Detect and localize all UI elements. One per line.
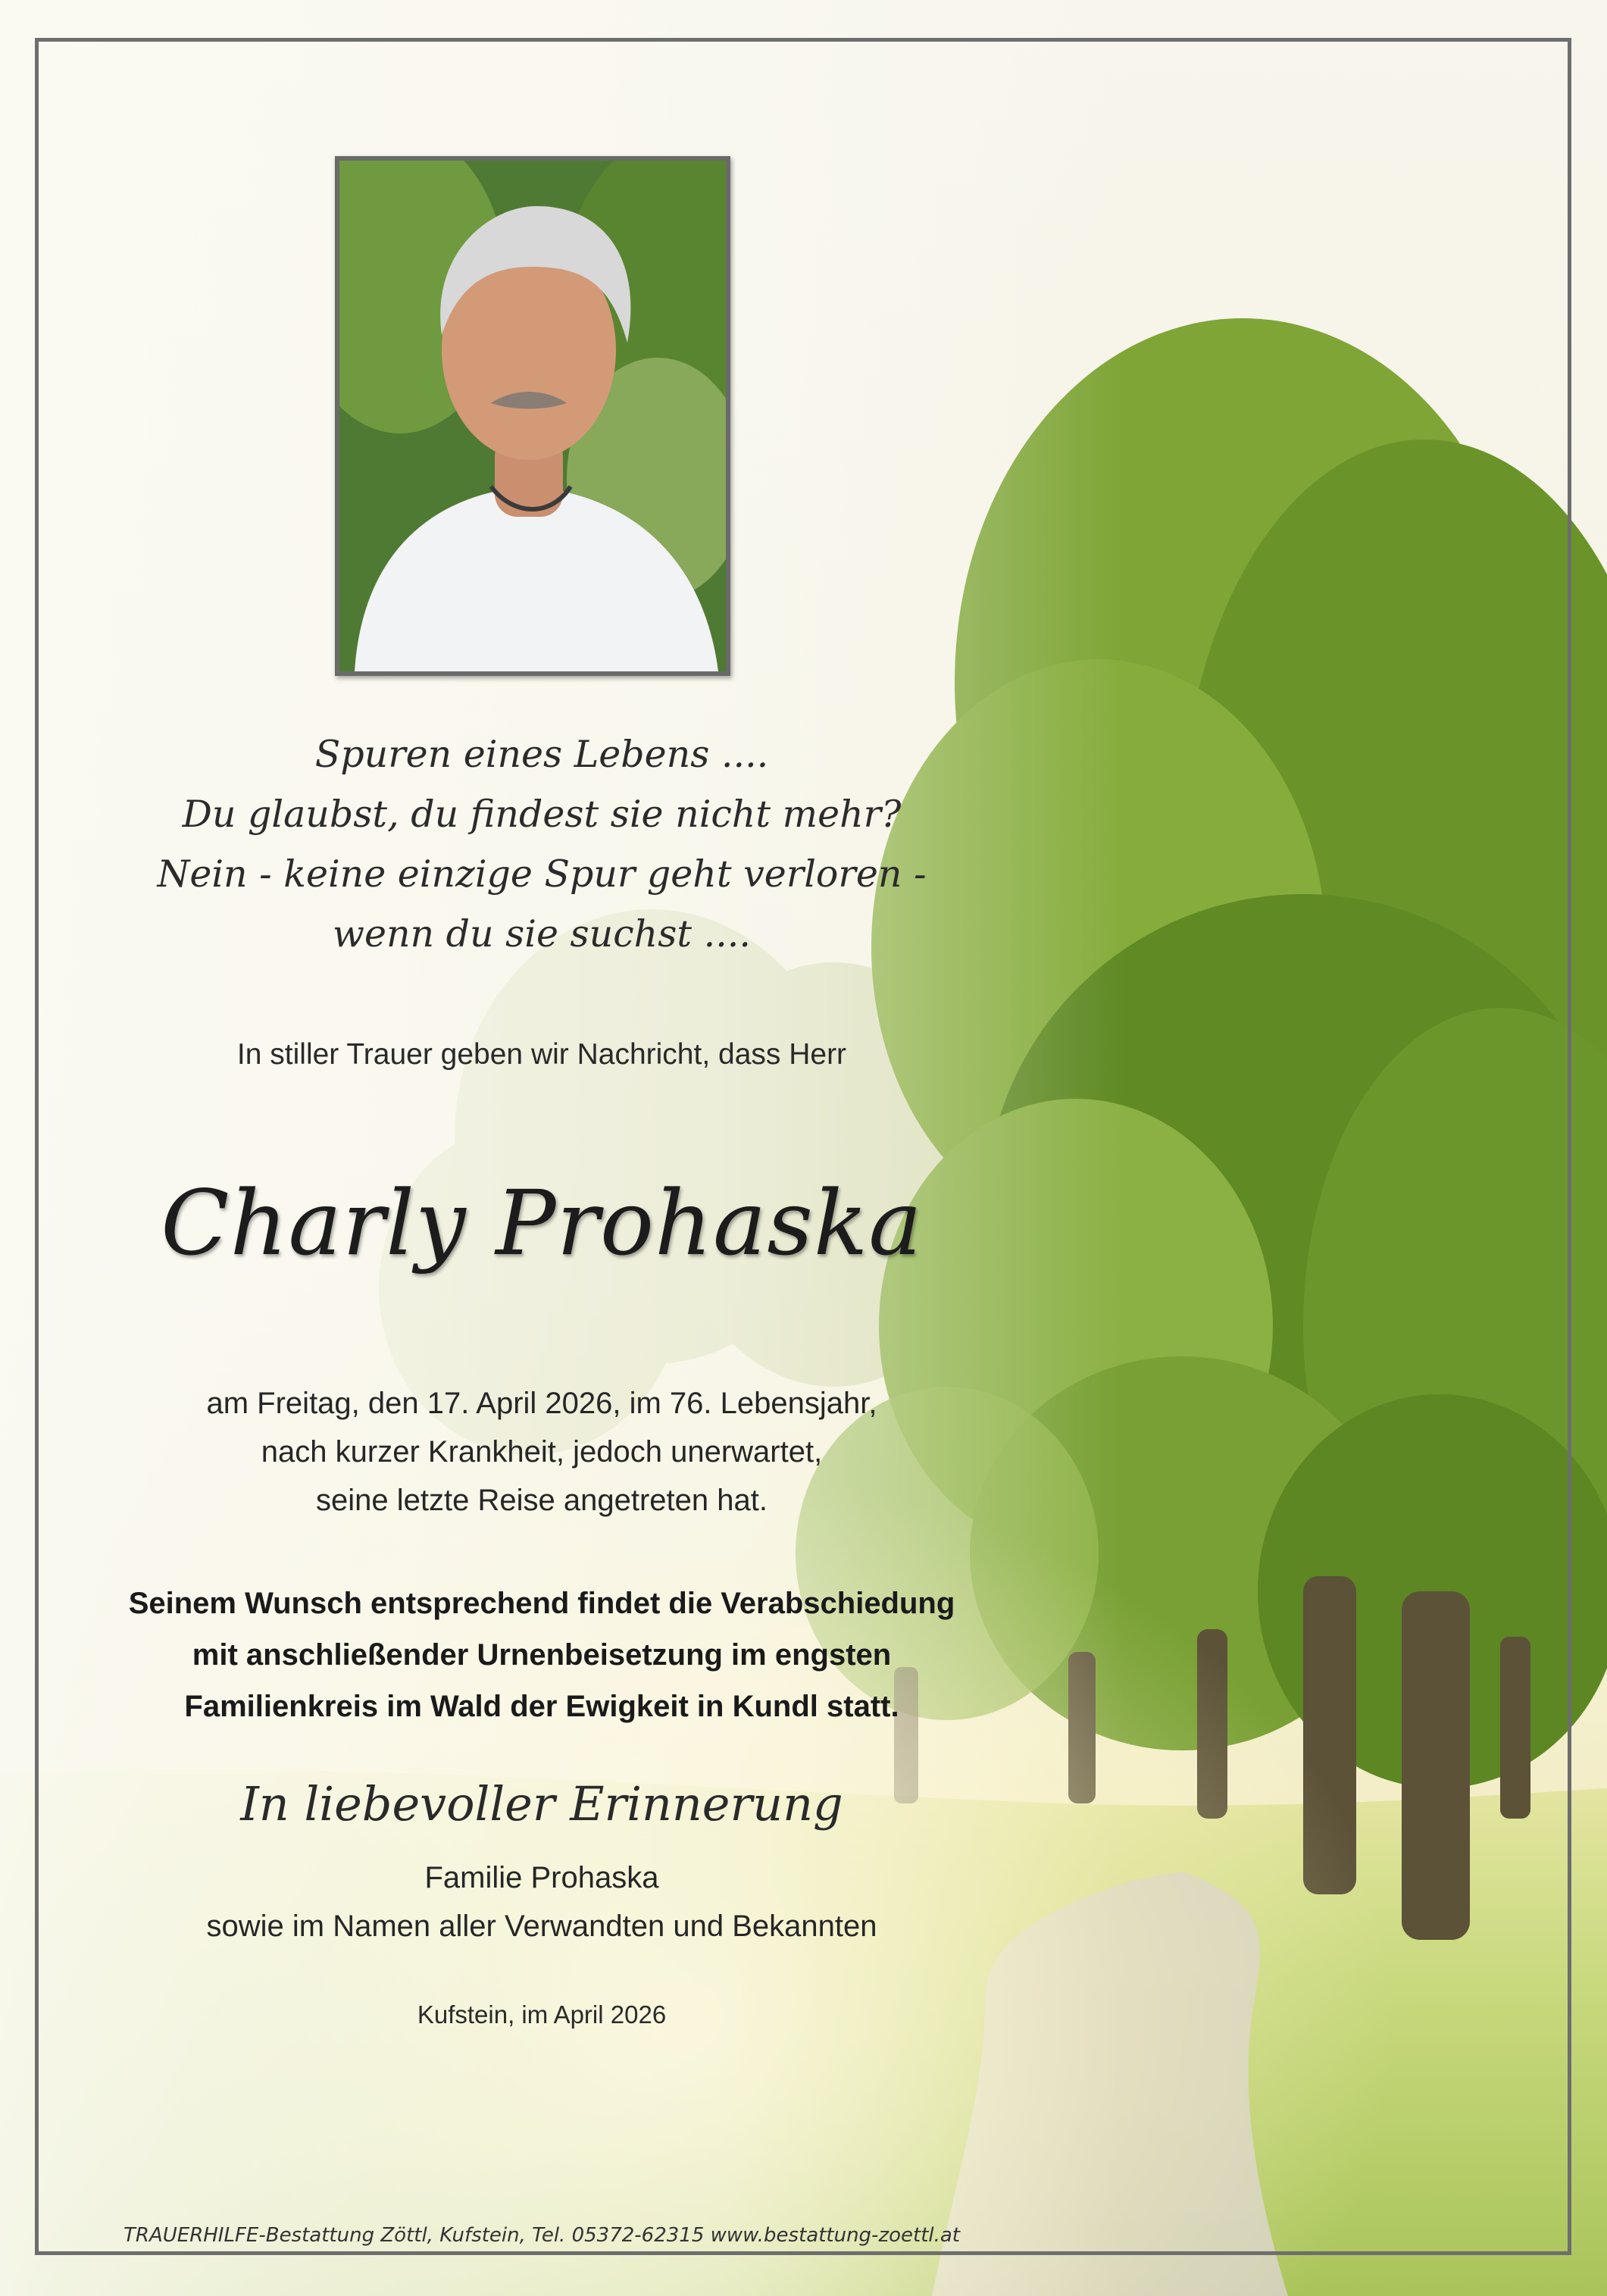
poem-line-4: wenn du sie suchst .... bbox=[333, 912, 751, 956]
ceremony-line-1: Seinem Wunsch entsprechend findet die Verabschiedung bbox=[128, 1587, 955, 1620]
ceremony-line-2: mit anschließender Urnenbeisetzung im engsten bbox=[192, 1638, 892, 1672]
details-line-2: nach kurzer Krankheit, jedoch unerwartet, bbox=[261, 1435, 823, 1469]
funeral-home-footer: TRAUERHILFE-Bestattung Zöttl, Kufstein, Tel. 05372-62315 www.bestattung-zoettl.at bbox=[123, 2224, 960, 2247]
place-date: Kufstein, im April 2026 bbox=[417, 2000, 667, 2029]
death-details bbox=[76, 1379, 1008, 1525]
family-line-1: Familie Prohaska bbox=[424, 1861, 659, 1894]
poem-line-2: Du glaubst, du findest sie nicht mehr? bbox=[182, 793, 902, 836]
poem-line-1: Spuren eines Lebens .... bbox=[314, 733, 769, 776]
family-signature bbox=[76, 1853, 1008, 1950]
intro-text: In stiller Trauer geben wir Nachricht, dass Herr bbox=[236, 1038, 847, 1071]
ceremony-info bbox=[76, 1578, 1008, 1732]
closing-phrase: In liebevoller Erinnerung bbox=[240, 1776, 843, 1831]
ceremony-line-3: Familienkreis im Wald der Ewigkeit in Kundl statt. bbox=[184, 1690, 899, 1723]
details-line-3: seine letzte Reise angetreten hat. bbox=[316, 1484, 768, 1517]
poem bbox=[76, 724, 1008, 964]
details-line-1: am Freitag, den 17. April 2026, im 76. Lebensjahr, bbox=[206, 1387, 877, 1420]
family-line-2: sowie im Namen aller Verwandten und Bekannten bbox=[206, 1910, 877, 1943]
poem-line-3: Nein - keine einzige Spur geht verloren - bbox=[157, 852, 927, 896]
deceased-name: Charly Prohaska bbox=[161, 1171, 923, 1275]
portrait-photo bbox=[335, 156, 730, 676]
